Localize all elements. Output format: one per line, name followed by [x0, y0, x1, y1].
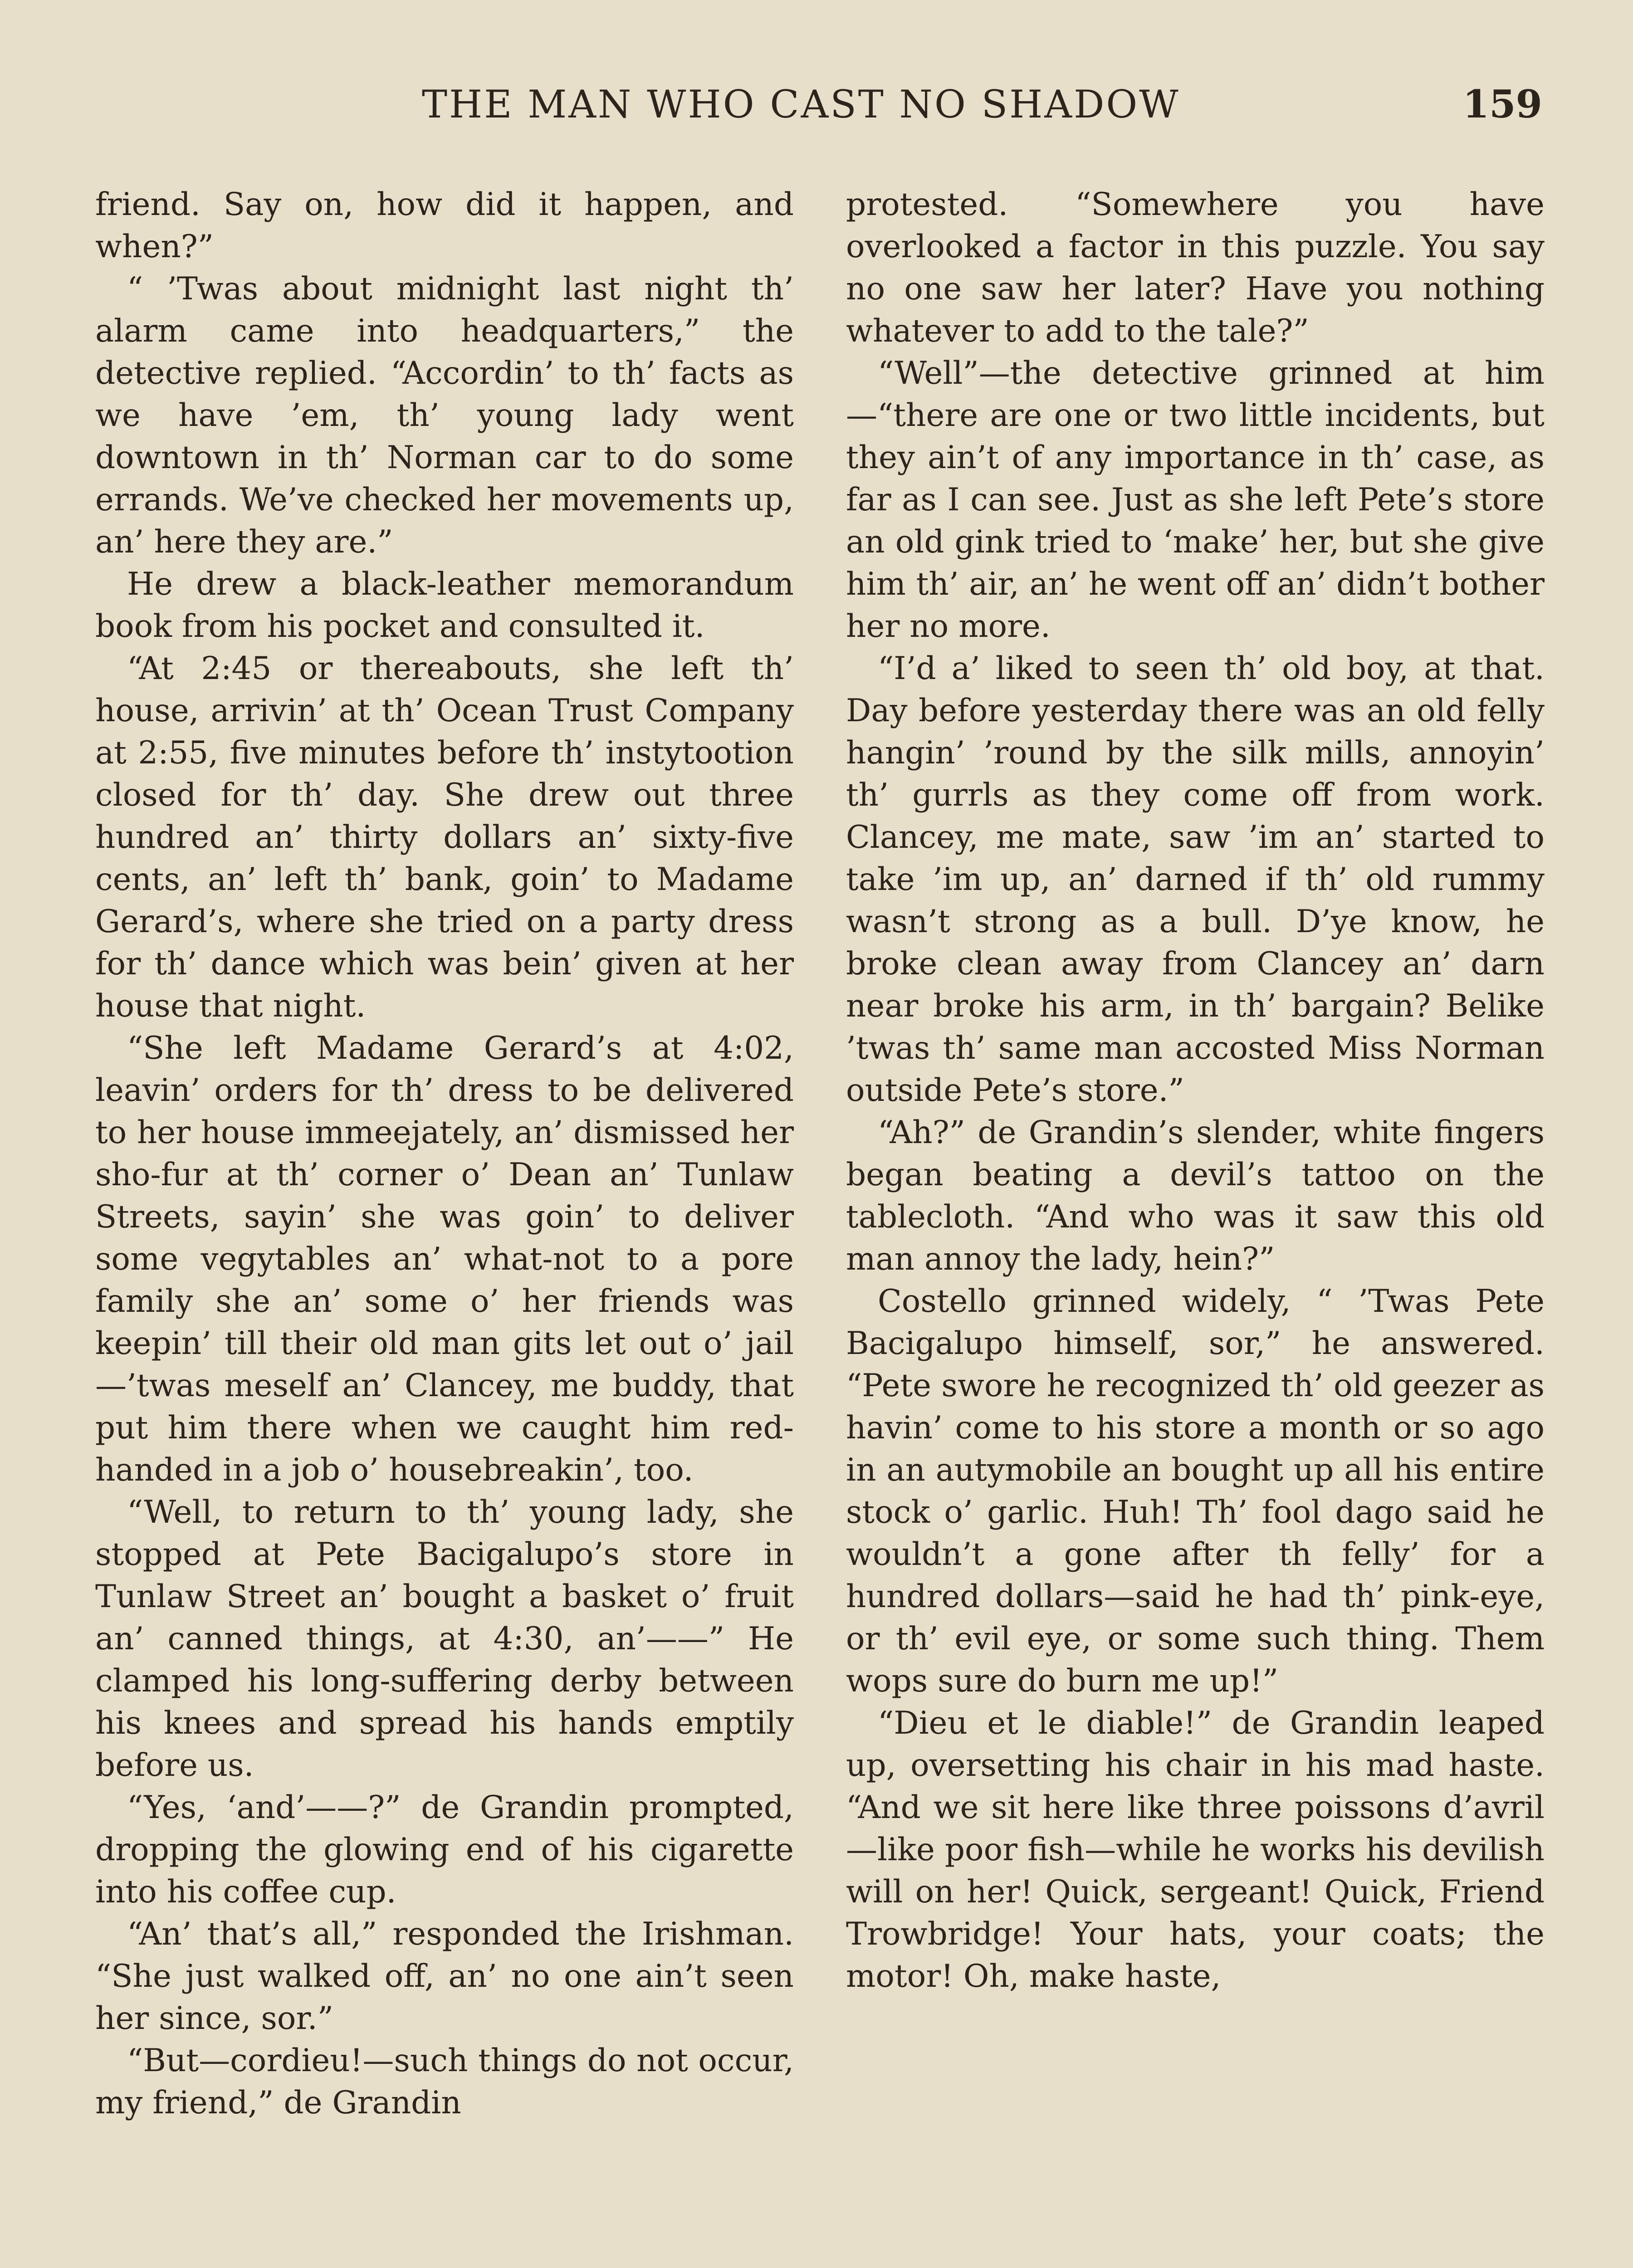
paragraph: “Ah?” de Grandin’s slender, white fingers began beating a devil’s tattoo on the tablecloth. “And who was it saw this old man annoy the lady, hein?” — [846, 1114, 1545, 1277]
paragraph: Costello grinned widely, “ ’Twas Pete Bacigalupo himself, sor,” he answered. “Pete swore he recognized th’ old geezer as havin’ come to his store a month or so ago in an autymobile an bought up all his entire stock o’ garlic. Huh! Th’ fool dago said he wouldn’t a gone after th felly’ for a hundred dollars—said he had th’ pink-eye, or th’ evil eye, or some such thing. Them wops sure do burn me up!” — [846, 1283, 1545, 1699]
paragraph: “She left Madame Gerard’s at 4:02, leavin’ orders for th’ dress to be delivered to her house immeejately, an’ dismissed her sho-fur at th’ corner o’ Dean an’ Tunlaw Streets, sayin’ she was goin’ to deliver some vegytables an’ what-not to a pore family she an’ some o’ her friends was keepin’ till their old man gits let out o’ jail—’twas meself an’ Clancey, me buddy, that put him there when we caught him red-handed in a job o’ housebreakin’, too. — [95, 1030, 794, 1488]
paragraph: “Well”—the detective grinned at him—“there are one or two little incidents, but they ain’t of any importance in th’ case, as far as I can see. Just as she left Pete’s store an old gink tried to ‘make’ her, but she give him th’ air, an’ he went off an’ didn’t bother her no more. — [846, 355, 1545, 645]
paragraph: He drew a black-leather memorandum book from his pocket and consulted it. — [95, 566, 794, 645]
paragraph: “ ’Twas about midnight last night th’ alarm came into headquarters,” the detective replied. “Accordin’ to th’ facts as we have ’em, th’ young lady went downtown in th’ Norman car to do some errands. We’ve checked her movements up, an’ here they are.” — [95, 271, 794, 560]
paragraph: “But—cordieu!—such things do not occur, my friend,” de Grandin — [95, 2043, 794, 2121]
paragraph: “Yes, ‘and’——?” de Grandin prompted, dropping the glowing end of his cigarette into his coffee cup. — [95, 1789, 794, 1910]
paragraph: “At 2:45 or thereabouts, she left th’ house, arrivin’ at th’ Ocean Trust Company at 2:55, five minutes before th’ instytootion closed for th’ day. She drew out three hundred an’ thirty dollars an’ sixty-five cents, an’ left th’ bank, goin’ to Madame Gerard’s, where she tried on a party dress for th’ dance which was bein’ given at her house that night. — [95, 650, 794, 1024]
running-head — [91, 77, 1542, 132]
right-column — [846, 184, 1545, 2268]
paragraph: protested. “Somewhere you have overlooked a factor in this puzzle. You say no one saw her later? Have you nothing whatever to add to the tale?” — [846, 186, 1545, 349]
paragraph: “An’ that’s all,” responded the Irishman. “She just walked off, an’ no one ain’t seen her since, sor.” — [95, 1916, 794, 2037]
paragraph: “Well, to return to th’ young lady, she stopped at Pete Bacigalupo’s store in Tunlaw Street an’ bought a basket o’ fruit an’ canned things, at 4:30, an’——” He clamped his long-suffering derby between his knees and spread his hands emptily before us. — [95, 1494, 794, 1784]
running-title: THE MAN WHO CAST NO SHADOW — [422, 82, 1180, 127]
paragraph: “I’d a’ liked to seen th’ old boy, at that. Day before yesterday there was an old felly hangin’ ’round by the silk mills, annoyin’ th’ gurrls as they come off from work. Clancey, me mate, saw ’im an’ started to take ’im up, an’ darned if th’ old rummy wasn’t strong as a bull. D’ye know, he broke clean away from Clancey an’ darn near broke his arm, in th’ bargain? Belike ’twas th’ same man accosted Miss Norman outside Pete’s store.” — [846, 650, 1545, 1109]
paragraph: “Dieu et le diable!” de Grandin leaped up, oversetting his chair in his mad haste. “And we sit here like three poissons d’avril—like poor fish—while he works his devilish will on her! Quick, sergeant! Quick, Friend Trowbridge! Your hats, your coats; the motor! Oh, make haste, — [846, 1705, 1545, 1994]
page-number: 159 — [1462, 82, 1542, 127]
paragraph: friend. Say on, how did it happen, and when?” — [95, 186, 794, 265]
left-column — [95, 184, 794, 2268]
